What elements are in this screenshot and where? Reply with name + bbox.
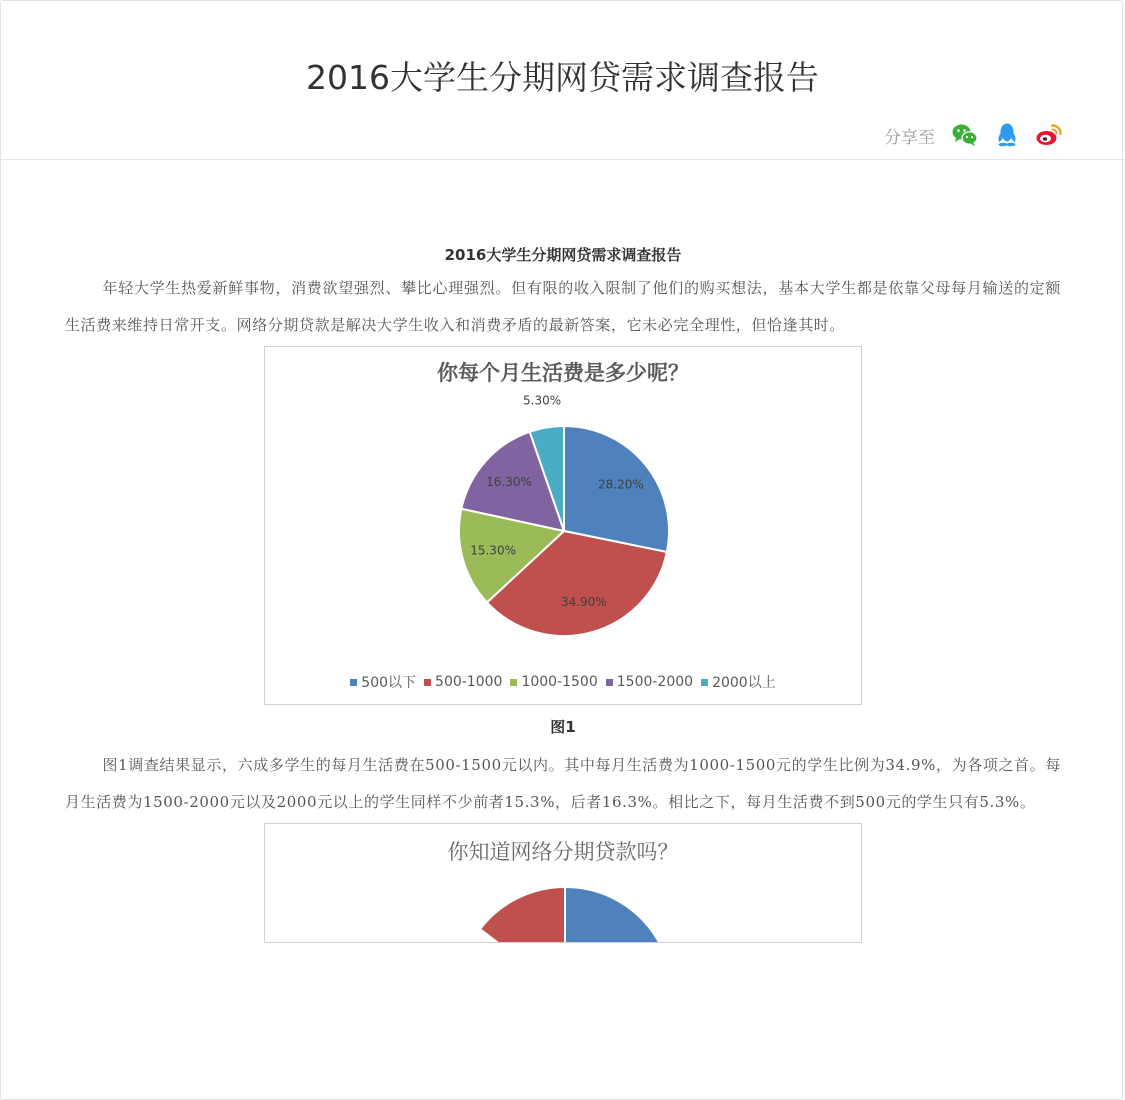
legend-item (606, 672, 693, 692)
share-bar (884, 120, 1063, 150)
legend-item (424, 672, 502, 692)
page-header (0, 0, 1125, 160)
legend-swatch (424, 679, 431, 686)
article-title: 2016大学生分期网贷需求调查报告 (444, 246, 682, 264)
legend-label: 1500-2000 (616, 674, 694, 690)
pie-data-label: 5.30% (523, 393, 562, 408)
legend-swatch (701, 679, 708, 686)
legend-swatch (606, 679, 613, 686)
analysis-paragraph: 图1调查结果显示，六成多学生的每月生活费在500-1500元以内。其中每月生活费为1000-1500元的学生比例为34.9%，为各项之首。每月生活费为1500-2000元以及2000元以上的学生同样不少前者15.3%，后者16.3%。相比之下，每月生活费不到500元的学生只有5.3%。 (65, 756, 1061, 811)
legend-item (510, 672, 597, 692)
article-body (65, 240, 1061, 943)
legend-swatch (350, 679, 357, 686)
chart2-title: 你知道网络分期贷款吗？ (447, 840, 679, 864)
legend-item (701, 672, 776, 692)
legend-label: 1000-1500 (521, 674, 598, 690)
legend-label: 500以下 (361, 675, 417, 691)
pie-chart-2-partial (265, 824, 861, 942)
intro-paragraph: 年轻大学生热爱新鲜事物，消费欲望强烈、攀比心理强烈。但有限的收入限制了他们的购买想法，基本大学生都是依靠父母每月输送的定额生活费来维持日常开支。网络分期贷款是解决大学生收入和消费矛盾的最新答案，它未必完全理性，但恰逢其时。 (65, 279, 1061, 334)
chart1-legend (265, 672, 861, 692)
pie-data-label: 34.90% (560, 594, 607, 609)
pie-data-label: 28.20% (598, 477, 644, 492)
weibo-icon[interactable] (1035, 121, 1063, 149)
figure1-chart (264, 346, 862, 705)
share-label: 分享至 (884, 127, 935, 148)
legend-item (350, 672, 416, 692)
wechat-icon[interactable] (951, 121, 979, 149)
pie-data-label: 16.30% (486, 475, 532, 490)
pie-data-label: 15.30% (470, 543, 516, 558)
qq-icon[interactable] (993, 121, 1021, 149)
legend-label: 500-1000 (435, 674, 503, 690)
chart1-title: 你每个月生活费是多少呢？ (437, 361, 689, 385)
figure1-caption: 图1 (550, 718, 576, 736)
pie-chart-1 (265, 347, 861, 657)
legend-swatch (510, 679, 517, 686)
legend-label: 2000以上 (712, 675, 776, 691)
page-title: 2016大学生分期网贷需求调查报告 (306, 58, 819, 97)
figure2-chart (264, 823, 862, 943)
